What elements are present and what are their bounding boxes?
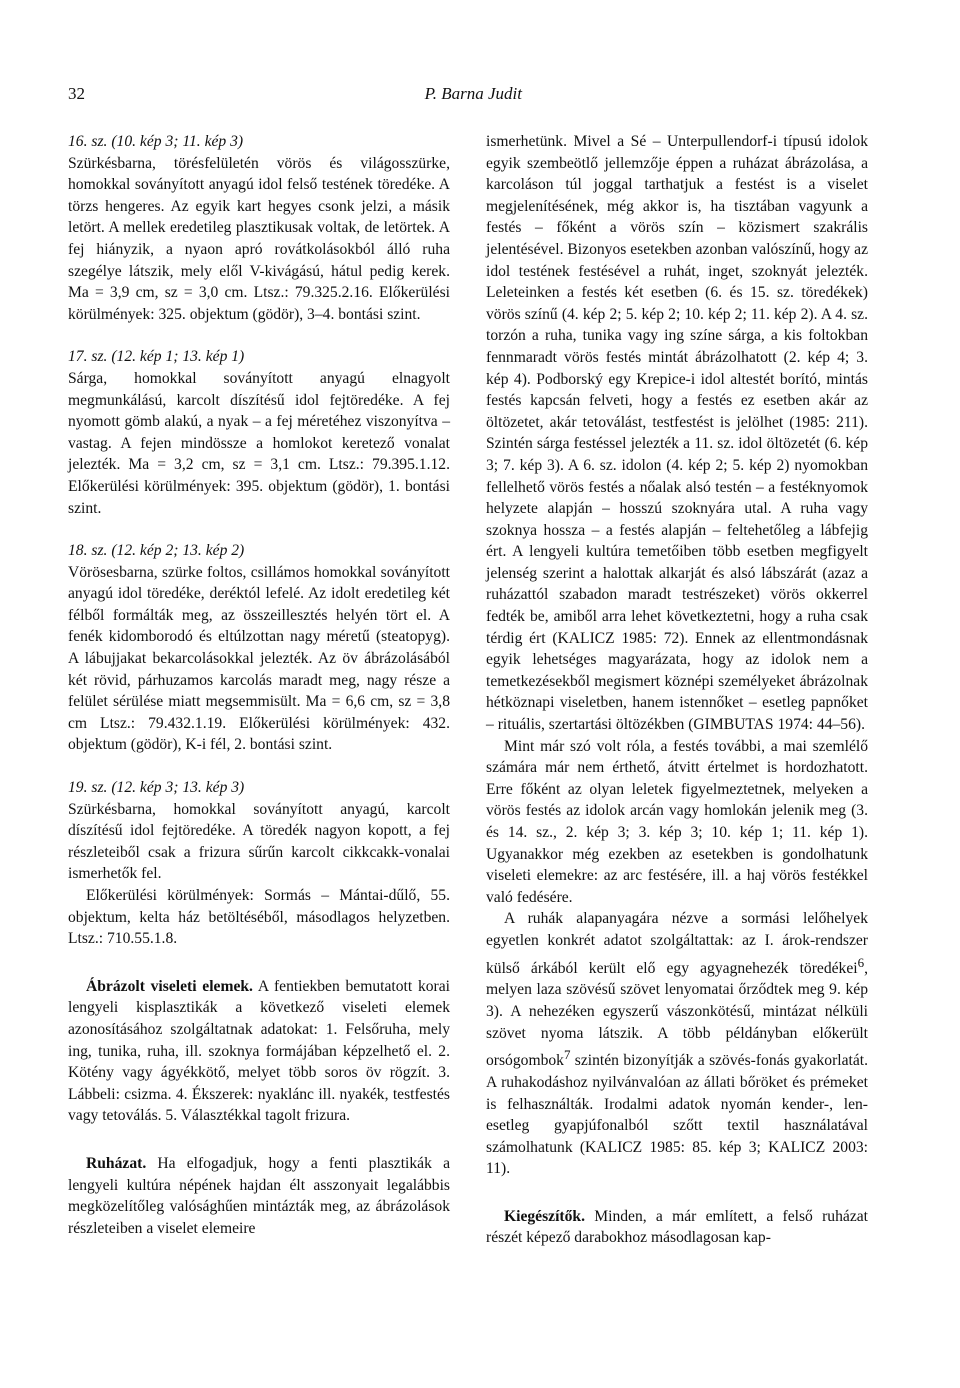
paragraph-alapanyag-part-3: szintén bizonyítják a szövés-fonás gyakorlatát. A ruhakodáshoz nyilvánvalóan az állati bőröket és prémeket is felhasználták. Irodalmi adatok nyomán kender-, len- esetleg gyapjúfonalból szőtt textil használatával számolhatunk (KALICZ 1985: 85. kép 3; KALICZ 2003: 11). <box>486 1052 868 1178</box>
section-abrazolt-body: A fentiekben bemutatott korai lengyeli kisplasztikák a következő viseleti elemek azonosításához szolgáltatnak adatokat: 1. Felsőruha, mely ing, tunika, ruha, ill. szoknya formájában képzelhető el. 2. Kötény vagy ágyékkötő, melyet több soros öv rögzít. 3. Lábbeli: csizma. 4. Ékszerek: nyaklánc ill. nyakék, testfestés vagy tetoválás. 5. Választékkal tagolt frizura. <box>68 977 450 1125</box>
entry-18-heading: 18. sz. (12. kép 2; 13. kép 2) <box>68 542 245 560</box>
section-ruhazat-body: Ha elfogadjuk, hogy a fenti plasztikák a lengyeli kultúra népének hajdan élt asszonyait legalábbis megközelítőleg valósághűen mintázták meg, az ábrázolások részleteiben a viselet elemeire <box>68 1154 450 1237</box>
paragraph-alapanyag-part-1: A ruhák alapanyagára nézve a sormási lelőhelyek egyetlen konkrét adatot szolgáltattak: az I. árok-rendszer külső árkából került elő egy agyagnehezék töredékei <box>486 910 868 977</box>
paragraph-atvitt-ertelem: Mint már szó volt róla, a festés további, a mai szemlélő számára már nem érthető, átvitt értelmet is hordozhatott. Erre főként az olyan leletek figyelmeztetnek, melyeken a vörös festés az idolok arcán vagy homlokán jelenik meg (3. és 14. sz., 2. kép 3; 3. kép 3; 10. kép 1; 11. kép 1). Ugyanakkor még ezekben az esetekben is gondolhatunk viseleti elemekre: az arc festésére, ill. a haj vörös festékkel való fedésére. <box>486 737 868 906</box>
footnote-ref-6: 6 <box>857 954 865 970</box>
left-column <box>68 131 450 1239</box>
running-header <box>68 84 522 108</box>
entry-19-heading: 19. sz. (12. kép 3; 13. kép 3) <box>68 779 245 797</box>
entry-18-body: Vörösesbarna, szürke foltos, csillámos homokkal soványított anyagú idol töredéke, deréktól lefelé. Az idolt eredetileg két félből formálták meg, az összeillesztés helyén tört el. A fenék kidomborodó és eltúlzottan nagy méretű (steatopyg). A lábujjakat bekarcolásokkal jelezték. Az öv ábrázolásából két rövid, párhuzamos karcolás maradt meg, nagy része a felület sérülése miatt megsemmisült. Ma = 6,6 cm, sz = 3,8 cm Ltsz.: 79.432.1.19. Előkerülési körülmények: 432. objektum (gödör), K-i fél, 2. bontási szint. <box>68 563 450 754</box>
section-abrazolt <box>68 976 450 1127</box>
paragraph-festes: ismerhetünk. Mivel a Sé – Unterpullendorf-i típusú idolok egyik szembeötlő jellemzője éppen a ruházat ábrázolása, a karcoláson túl joggal tarthatjuk a festést is a viselet megjelenítésének, még akkor is, ha tisztában vagyunk a festés – főként a vörös szín – közismert szakrális jelentésével. Bizonyos esetekben azonban valószínű, hogy az idol testének festésével a ruhát, inget, szoknyát jelezték. Leleteinken a festés két esetben (6. és 15. sz. töredékek) vörös színű (4. kép 2; 5. kép 2; 10. kép 2; 11. kép 2). A 4. sz. torzón a ruha, tunika vagy ing színe sárga, a kis foltokban fennmaradt vörös festés mintát ábrázolhatott (2. kép 4; 3. kép 4). Podborský egy Krepice-i idol altestét borító, mintás festés kapcsán felveti, hogy a festés ez esetben akár az öltözetet, akár tetoválást, testfestést is jelölhet (1985: 211). Szintén sárga festéssel jelezték a 11. sz. idol öltözetét (6. kép 3; 7. kép 3). A 6. sz. idolon (4. kép 2; 5. kép 2) nyomokban fellelhető vörös festés a nőalak alsó testén – a festéknyomok helyzete alapján – hosszú szoknyára utal. A ruha vagy szoknya hossza – a festés alapján – feltehetőleg a lábfejig ért. A lengyeli kultúra temetőiben több esetben megfigyelt jelenség szerint a halottak alkarját és alsó lábszárát (azaz a ruházattól szabadon maradt testrészeket) vörös okkerrel fedték be, amiből arra lehet következtetni, hogy a ruha csak térdig ért (KALICZ 1985: 72). Ennek az ellentmondásnak egyik lehetséges magyarázata, hogy az idolok nem a temetkezésekből megismert köznépi személyeket ábrázolnak hétköznapi viseletben, hanem istennőket – esetleg papnőket – rituális, szertartási öltözékben (GIMBUTAS 1974: 44–56). <box>486 133 868 734</box>
entry-16-heading: 16. sz. (10. kép 3; 11. kép 3) <box>68 133 244 150</box>
entry-16-body: Szürkésbarna, törésfelületén vörös és világosszürke, homokkal soványított anyagú idol felső testének töredéke. A törzs hengeres. Az egyik kart hegyes csonk jelzi, a másik letört. A mellek eredetileg plasztikusak voltak, de letörtek. A fej hiányzik, a nyaon apró rovátkolásokból álló ruha szegélye látszik, mely elől V-kivágású, hátul pedig kerek. Ma = 3,9 cm, sz = 3,0 cm. Ltsz.: 79.325.2.16. Előkerülési körülmények: 325. objektum (gödör), 3–4. bontási szint. <box>68 154 450 323</box>
right-column <box>486 131 868 1249</box>
section-ruhazat-title: Ruházat. <box>86 1154 147 1172</box>
footnote-ref-7: 7 <box>563 1047 571 1063</box>
section-kiegeszitok-body: Minden, a már említett, a felső ruházat részét képező darabokhoz másodlagosan kap- <box>486 1207 868 1247</box>
entry-17-body: Sárga, homokkal soványított anyagú elnagyolt megmunkálású, karcolt díszítésű idol fejtöredéke. A fej nyomott gömb alakú, a nyak – a fej méretéhez viszonyítva – vastag. A fejen mindössze a homlokot keretező vonalat jelezték. Ma = 3,2 cm, sz = 3,1 cm. Ltsz.: 79.395.1.12. Előkerülési körülmények: 395. objektum (gödör), 1. bontási szint. <box>68 369 450 517</box>
running-author: P. Barna Judit <box>424 84 522 103</box>
section-abrazolt-title: Ábrázolt viseleti elemek. <box>86 977 253 995</box>
section-kiegeszitok-title: Kiegészítők. <box>504 1207 585 1225</box>
entry-19-findspot: Előkerülési körülmények: Sormás – Mántai-dűlő, 55. objektum, kelta ház betöltéséből, másodlagos helyzetben. Ltsz.: 710.55.1.8. <box>68 887 450 948</box>
entry-17-heading: 17. sz. (12. kép 1; 13. kép 1) <box>68 348 245 366</box>
section-kiegeszitok <box>486 1206 868 1249</box>
page-number: 32 <box>68 84 85 103</box>
paragraph-alapanyag-part-2: , melyen laza szövésű szövet lenyomatai őrződtek meg 9. kép 3). A nehezéken egyszerű vászonkötésű, mintázat nélküli szövet nyoma látszik. A több példányban előkerült orsógombok <box>486 959 868 1070</box>
paragraph-alapanyag <box>486 908 868 1180</box>
entry-19-body: Szürkésbarna, homokkal soványított anyagú, karcolt díszítésű idol fejtöredéke. A töredék nagyon kopott, a fej részleteiből csak a frizura sűrűn karcolt cikkcakk-vonalai ismerhetők fel. <box>68 800 450 883</box>
section-ruhazat <box>68 1153 450 1239</box>
